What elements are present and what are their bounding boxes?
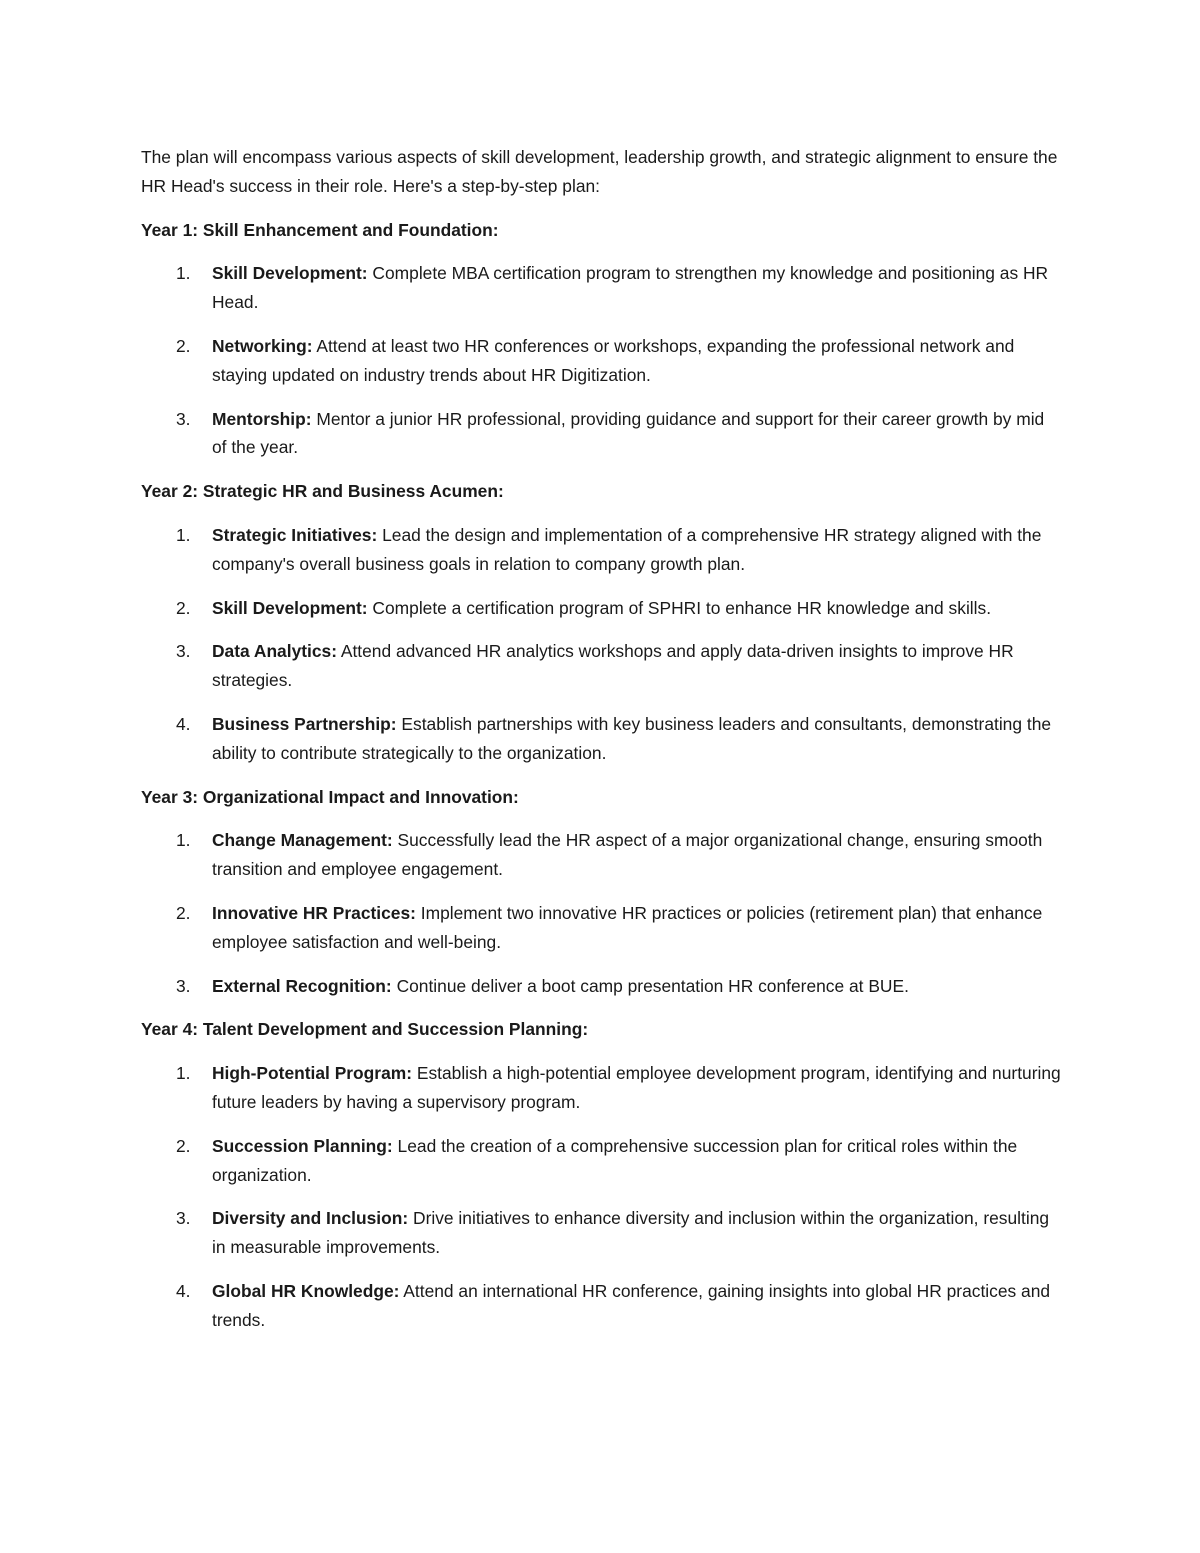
item-text: Complete MBA certification program to strengthen my knowledge and positioning as HR Head.	[212, 263, 1049, 313]
list-number: 1.	[176, 524, 191, 545]
list-item	[141, 1059, 1061, 1117]
item-term: Skill Development:	[212, 597, 368, 618]
item-text: Drive initiatives to enhance diversity and inclusion within the organization, resulting in measurable improvements.	[212, 1208, 1050, 1258]
list-number: 4.	[176, 1280, 191, 1301]
list-item	[141, 1277, 1061, 1335]
item-term: Networking:	[212, 335, 313, 356]
item-text: Continue deliver a boot camp presentation HR conference at BUE.	[391, 975, 909, 996]
list-item	[141, 899, 1061, 957]
item-text: Attend advanced HR analytics workshops and apply data-driven insights to improve HR strategies.	[212, 641, 1014, 691]
list-item	[141, 826, 1061, 884]
section-year-2	[141, 477, 1061, 767]
item-term: External Recognition:	[212, 975, 392, 996]
numbered-list	[141, 1059, 1061, 1334]
item-term: Data Analytics:	[212, 641, 337, 662]
list-item	[141, 1132, 1061, 1190]
item-term: Global HR Knowledge:	[212, 1280, 400, 1301]
item-term: Strategic Initiatives:	[212, 524, 378, 545]
list-number: 4.	[176, 713, 191, 734]
item-term: Succession Planning:	[212, 1135, 393, 1156]
list-number: 2.	[176, 1135, 191, 1156]
list-number: 1.	[176, 830, 191, 851]
list-number: 1.	[176, 1063, 191, 1084]
item-text: Establish a high-potential employee development program, identifying and nurturing future leaders by having a supervisory program.	[212, 1063, 1061, 1112]
list-item	[141, 1204, 1061, 1262]
section-year-4	[141, 1015, 1061, 1334]
numbered-list	[141, 521, 1061, 768]
numbered-list	[141, 259, 1061, 462]
list-item	[141, 259, 1061, 317]
item-term: Skill Development:	[212, 263, 368, 284]
list-item	[141, 972, 1061, 1001]
list-item	[141, 710, 1061, 768]
section-year-3	[141, 783, 1061, 1001]
item-text: Attend an international HR conference, gaining insights into global HR practices and trends.	[212, 1280, 1051, 1330]
list-number: 2.	[176, 902, 191, 923]
section-heading: Year 2: Strategic HR and Business Acumen:	[141, 481, 504, 502]
list-number: 3.	[176, 641, 191, 662]
list-number: 3.	[176, 408, 191, 429]
item-text: Complete a certification program of SPHRI to enhance HR knowledge and skills.	[367, 597, 992, 618]
item-term: Innovative HR Practices:	[212, 902, 416, 923]
item-text: Successfully lead the HR aspect of a major organizational change, ensuring smooth transition and employee engagement.	[212, 830, 1043, 880]
list-item	[141, 332, 1061, 390]
list-item	[141, 637, 1061, 695]
list-number: 3.	[176, 1208, 191, 1229]
intro-paragraph: The plan will encompass various aspects of skill development, leadership growth, and strategic alignment to ensure the HR Head's success in their role. Here's a step-by-step plan:	[141, 147, 1058, 196]
section-heading: Year 1: Skill Enhancement and Foundation:	[141, 219, 499, 240]
item-text: Establish partnerships with key business leaders and consultants, demonstrating the ability to contribute strategically to the organization.	[212, 713, 1052, 763]
item-term: Change Management:	[212, 830, 393, 851]
item-text: Attend at least two HR conferences or workshops, expanding the professional network and staying updated on industry trends about HR Digitization.	[212, 335, 1015, 385]
item-text: Implement two innovative HR practices or policies (retirement plan) that enhance employee satisfaction and well-being.	[212, 902, 1043, 952]
list-item	[141, 405, 1061, 463]
item-text: Lead the design and implementation of a comprehensive HR strategy aligned with the company's overall business goals in relation to company growth plan.	[212, 524, 1042, 574]
list-number: 2.	[176, 597, 191, 618]
section-heading: Year 4: Talent Development and Succession Planning:	[141, 1019, 589, 1040]
numbered-list	[141, 826, 1061, 1000]
item-term: High-Potential Program:	[212, 1063, 413, 1084]
item-text: Lead the creation of a comprehensive succession plan for critical roles within the organization.	[212, 1135, 1018, 1185]
section-year-1	[141, 216, 1061, 463]
item-term: Business Partnership:	[212, 713, 397, 734]
list-item	[141, 521, 1061, 579]
item-text: Mentor a junior HR professional, providing guidance and support for their career growth by mid of the year.	[212, 408, 1045, 458]
item-term: Diversity and Inclusion:	[212, 1208, 409, 1229]
list-number: 2.	[176, 335, 191, 356]
document-body	[141, 143, 1061, 1350]
item-term: Mentorship:	[212, 408, 312, 429]
section-heading: Year 3: Organizational Impact and Innovation:	[141, 786, 519, 807]
list-number: 3.	[176, 975, 191, 996]
list-item	[141, 594, 1061, 623]
list-number: 1.	[176, 263, 191, 284]
